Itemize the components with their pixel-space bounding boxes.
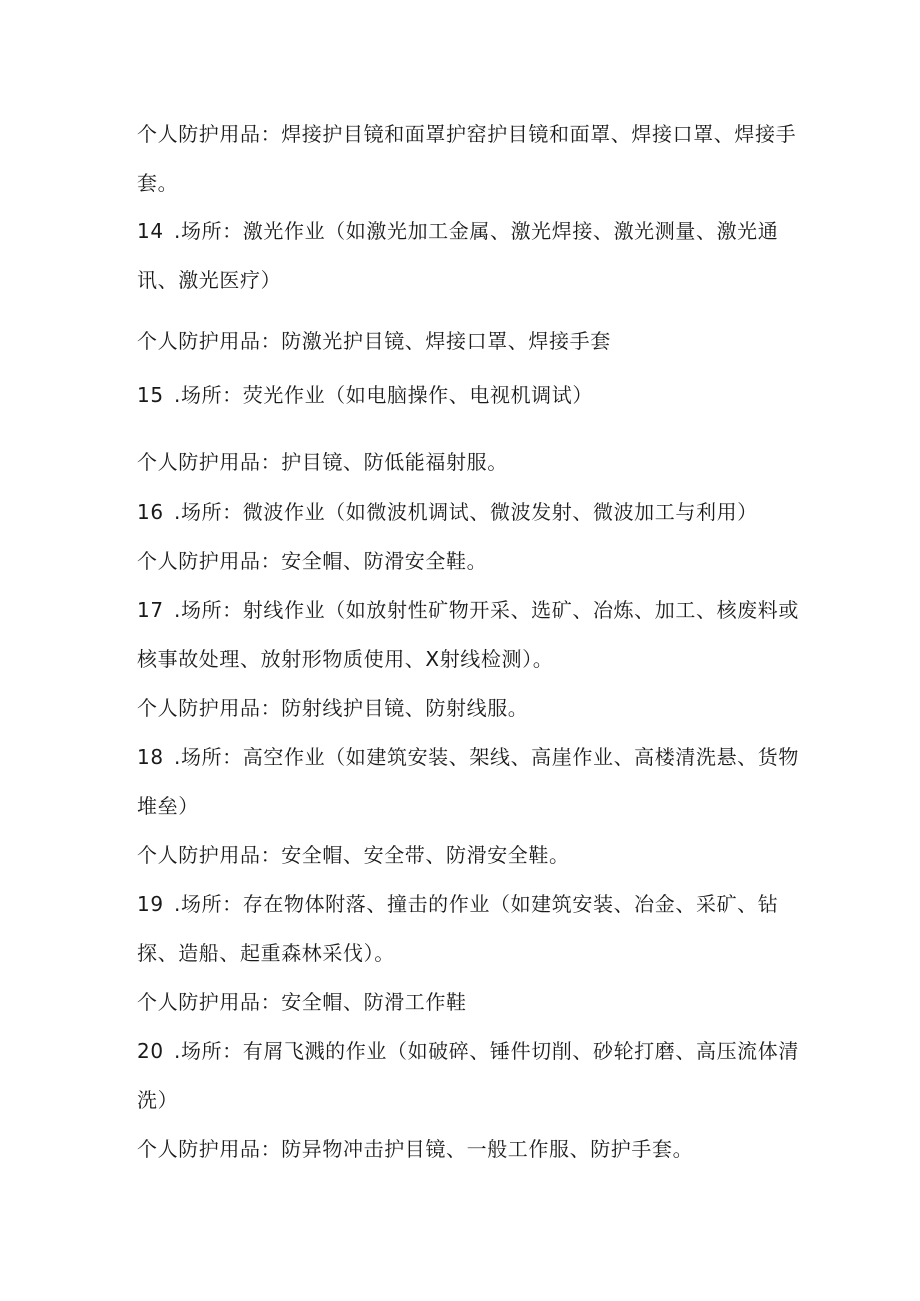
list-dot: . (174, 892, 181, 916)
list-number: 18 (137, 745, 164, 769)
text-line: 个人防护用品：安全帽、安全带、防滑安全鞋。 (137, 843, 570, 867)
list-item-19 (137, 891, 778, 917)
list-dot: . (174, 745, 181, 769)
list-item-16 (137, 499, 758, 525)
list-item-18 (137, 744, 799, 770)
text-line: 洗） (137, 1088, 179, 1112)
list-item-20 (137, 1038, 799, 1064)
text-line: 个人防护用品：安全帽、防滑工作鞋 (137, 990, 467, 1014)
text-line: 个人防护用品：焊接护目镜和面罩护窑护目镜和面罩、焊接口罩、焊接手 (137, 122, 797, 146)
text-line: 个人防护用品：防激光护目镜、焊接口罩、焊接手套 (137, 329, 611, 353)
list-number: 16 (137, 500, 164, 524)
text-line: 场所：射线作业（如放射性矿物开采、选矿、冶炼、加工、核废料或 (180, 598, 799, 622)
text-line: 场所：高空作业（如建筑安装、架线、高崖作业、高楼清洗悬、货物 (180, 745, 799, 769)
text-line: 场所：微波作业（如微波机调试、微波发射、微波加工与利用） (180, 500, 758, 524)
list-dot: . (174, 598, 181, 622)
text-line: 个人防护用品：防射线护目镜、防射线服。 (137, 696, 529, 720)
list-dot: . (174, 219, 181, 243)
text-line: 场所：荧光作业（如电脑操作、电视机调试） (180, 383, 593, 407)
list-number: 20 (137, 1039, 164, 1063)
text-line: 场所：存在物体附落、撞击的作业（如建筑安装、冶金、采矿、钻 (180, 892, 779, 916)
text-line: 核事故处理、放射形物质使用、X射线检测）。 (137, 647, 554, 671)
text-line: 堆垒） (137, 794, 199, 818)
text-line: 个人防护用品：护目镜、防低能福射服。 (137, 450, 508, 474)
text-line: 探、造船、起重森林采伐）。 (137, 941, 395, 965)
text-line: 讯、激光医疗） (137, 268, 282, 292)
list-number: 14 (137, 219, 164, 243)
list-dot: . (174, 1039, 181, 1063)
text-line: 套。 (137, 171, 179, 195)
list-item-17 (137, 597, 799, 623)
list-dot: . (174, 383, 181, 407)
text-line: 场所：有屑飞溅的作业（如破碎、锤件切削、砂轮打磨、高压流体清 (180, 1039, 799, 1063)
text-line: 场所：激光作业（如激光加工金属、激光焊接、激光测量、激光通 (180, 219, 779, 243)
list-dot: . (174, 500, 181, 524)
list-item-14 (137, 218, 778, 244)
list-number: 17 (137, 598, 164, 622)
text-line: 个人防护用品：防异物冲击护目镜、一般工作服、防护手套。 (137, 1137, 694, 1161)
list-number: 15 (137, 383, 164, 407)
list-number: 19 (137, 892, 164, 916)
text-line: 个人防护用品：安全帽、防滑安全鞋。 (137, 549, 488, 573)
list-item-15 (137, 382, 593, 408)
